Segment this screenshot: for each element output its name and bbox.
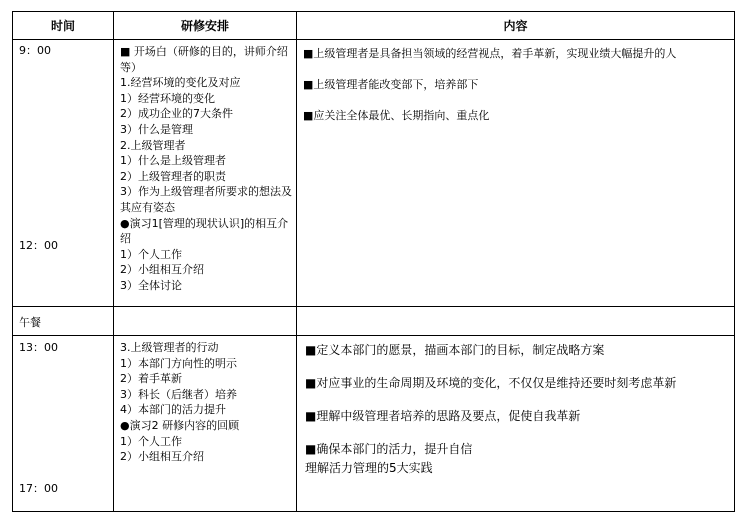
header-time: 时间 [13, 12, 114, 40]
program-item: 1）个人工作 [120, 434, 182, 448]
program-item: 2）着手革新 [120, 372, 182, 386]
program-item: 3）科长（后继者）培养 [120, 387, 237, 401]
morning-content-cell [297, 40, 735, 307]
program-item: 3）全体讨论 [120, 278, 182, 292]
program-item: ●演习2 研修内容的回顾 [120, 418, 240, 432]
program-item: 1）本部门方向性的明示 [120, 356, 237, 370]
program-item: 1）经营环境的变化 [120, 91, 215, 105]
schedule-table [12, 11, 735, 512]
morning-start-time: 9：00 [19, 44, 51, 57]
header-program: 研修安排 [114, 12, 297, 40]
content-item: ■确保本部门的活力，提升自信 [305, 442, 473, 456]
program-item: 3）作为上级管理者所要求的想法及其应有姿态 [120, 185, 292, 214]
program-item: 4）本部门的活力提升 [120, 403, 226, 417]
program-item: 3）什么是管理 [120, 122, 193, 136]
program-item: 2）小组相互介绍 [120, 450, 204, 464]
program-item: 2）上级管理者的职责 [120, 169, 226, 183]
program-item: 1.经营环境的变化及对应 [120, 76, 241, 90]
content-item: ■上级管理者是具备担当领域的经营视点，着手革新，实现业绩大幅提升的人 [303, 47, 677, 60]
lunch-label: 午餐 [19, 316, 41, 329]
program-item: 2.上级管理者 [120, 138, 186, 152]
header-content: 内容 [297, 12, 735, 40]
lunch-time-cell [13, 307, 114, 336]
program-item: ■ 开场白（研修的目的，讲师介绍等） [120, 45, 288, 74]
content-item: ■上级管理者能改变部下，培养部下 [303, 78, 479, 91]
content-item: 理解活力管理的5大实践 [305, 461, 433, 475]
program-item: 1）个人工作 [120, 247, 182, 261]
lunch-content-cell [297, 307, 735, 336]
content-item: ■理解中级管理者培养的思路及要点，促使自我革新 [305, 409, 581, 423]
afternoon-time-cell [13, 336, 114, 512]
morning-time-cell [13, 40, 114, 307]
program-item: 3.上级管理者的行动 [120, 341, 219, 354]
afternoon-row [13, 336, 735, 512]
afternoon-end-time: 17：00 [19, 482, 58, 495]
program-item: 2）成功企业的7大条件 [120, 107, 233, 121]
content-item: ■定义本部门的愿景，描画本部门的目标，制定战略方案 [305, 343, 605, 357]
morning-row [13, 40, 735, 307]
afternoon-program-cell [114, 336, 297, 512]
content-item: ■对应事业的生命周期及环境的变化，不仅仅是维持还要时刻考虑革新 [305, 376, 677, 390]
program-item: 1）什么是上级管理者 [120, 154, 226, 168]
header-row [13, 12, 735, 40]
program-item: 2）小组相互介绍 [120, 263, 204, 277]
afternoon-content-cell [297, 336, 735, 512]
morning-end-time: 12：00 [19, 239, 58, 252]
program-item: ●演习1[管理的现状认识]的相互介绍 [120, 216, 289, 246]
afternoon-start-time: 13：00 [19, 341, 58, 354]
lunch-row [13, 307, 735, 336]
morning-program-cell [114, 40, 297, 307]
content-item: ■应关注全体最优、长期指向、重点化 [303, 109, 490, 122]
lunch-program-cell [114, 307, 297, 336]
